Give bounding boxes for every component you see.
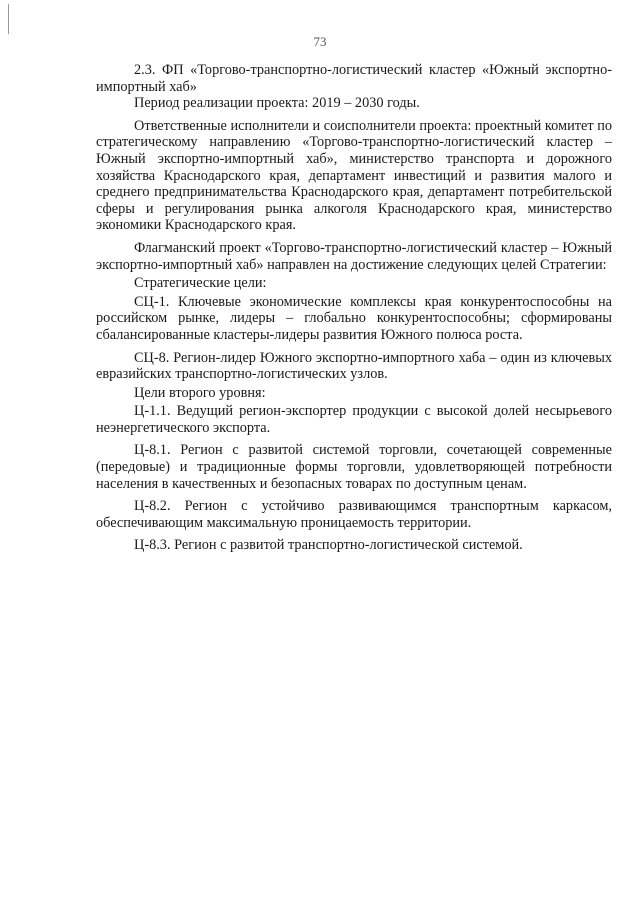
- responsible-executors: Ответственные исполнители и соисполнители проекта: проектный комитет по стратегическому направлению «Торгово-транспортно-логистический кластер – Южный экспортно-импортный хаб», министерство транспорта и дорожного хозяйства Краснодарского края, департамент инвестиций и развития малого и среднего предпринимательства Краснодарского края, департамент потребительской сферы и регулирования рынка алкоголя Краснодарского края, министерство экономики Краснодарского края.: [96, 117, 612, 234]
- flagship-project-intro: Флагманский проект «Торгово-транспортно-логистический кластер – Южный экспортно-импортный хаб» направлен на достижение следующих целей Стратегии:: [96, 239, 612, 273]
- document-body: [96, 62, 612, 554]
- goal-c-1-1: Ц-1.1. Ведущий регион-экспортер продукции с высокой долей несырьевого неэнергетического экспорта.: [96, 403, 612, 436]
- strategic-goals-heading: Стратегические цели:: [134, 275, 267, 292]
- goal-sc-1: СЦ-1. Ключевые экономические комплексы края конкурентоспособны на российском рынке, лидеры – глобально конкурентоспособны; сформированы сбалансированные кластеры-лидеры развития Южного полюса роста.: [96, 293, 612, 343]
- page-number: 73: [313, 34, 327, 49]
- second-level-goals-heading: Цели второго уровня:: [134, 384, 266, 401]
- goal-c-8-3: Ц-8.3. Регион с развитой транспортно-логистической системой.: [134, 537, 523, 554]
- scan-edge-mark: [8, 4, 9, 34]
- goal-c-8-1: Ц-8.1. Регион с развитой системой торговли, сочетающей современные (передовые) и традиционные формы торговли, удовлетворяющей потребности населения в качественных и безопасных товарах по доступным ценам.: [96, 442, 612, 492]
- section-heading: 2.3. ФП «Торгово-транспортно-логистический кластер «Южный экспортно-импортный хаб»: [96, 62, 612, 95]
- goal-c-8-2: Ц-8.2. Регион с устойчиво развивающимся транспортным каркасом, обеспечивающим максимальную проницаемость территории.: [96, 498, 612, 531]
- goal-sc-8: СЦ-8. Регион-лидер Южного экспортно-импортного хаба – один из ключевых евразийских транспортно-логистических узлов.: [96, 349, 612, 383]
- project-period: Период реализации проекта: 2019 – 2030 годы.: [134, 95, 420, 112]
